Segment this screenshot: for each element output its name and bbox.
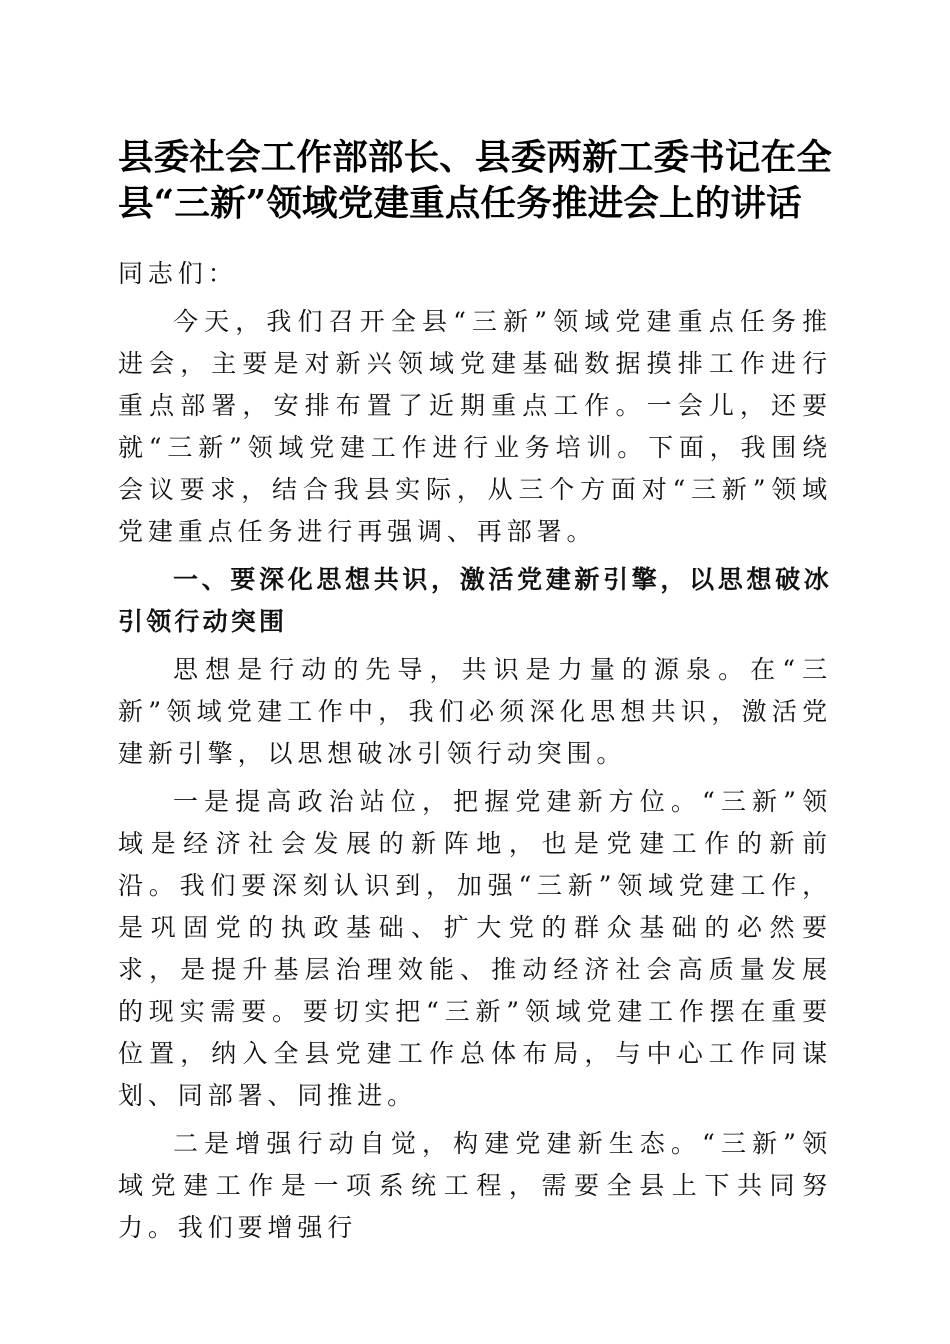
section-1-point-1-paragraph: 一是提高政治站位，把握党建新方位。“三新”领域是经济社会发展的新阵地，也是党建工作的新前沿。我们要深刻认识到，加强“三新”领域党建工作，是巩固党的执政基础、扩大党的群众基础的必然要求，是提升基层治理效能、推动经济社会高质量发展的现实需要。要切实把“三新”领域党建工作摆在重要位置，纳入全县党建工作总体布局，与中心工作同谋划、同部署、同推进。 xyxy=(118,787,832,1110)
opening-paragraph: 今天，我们召开全县“三新”领域党建重点任务推进会，主要是对新兴领域党建基础数据摸排工作进行重点部署，安排布置了近期重点工作。一会儿，还要就“三新”领域党建工作进行业务培训。下面，我围绕会议要求，结合我县实际，从三个方面对“三新”领域党建重点任务进行再强调、再部署。 xyxy=(118,307,832,546)
document-title: 县委社会工作部部长、县委两新工委书记在全县“三新”领域党建重点任务推进会上的讲话 xyxy=(118,137,833,224)
section-heading-1: 一、要深化思想共识，激活党建新引擎，以思想破冰引领行动突围 xyxy=(118,565,832,636)
section-1-intro-paragraph: 思想是行动的先导，共识是力量的源泉。在“三新”领域党建工作中，我们必须深化思想共识，激活党建新引擎，以思想破冰引领行动突围。 xyxy=(118,655,832,768)
document-body xyxy=(118,253,832,1249)
section-1-point-2-paragraph: 二是增强行动自觉，构建党建新生态。“三新”领域党建工作是一项系统工程，需要全县上下共同努力。我们要增强行 xyxy=(118,1129,832,1242)
salutation: 同志们： xyxy=(118,259,238,288)
